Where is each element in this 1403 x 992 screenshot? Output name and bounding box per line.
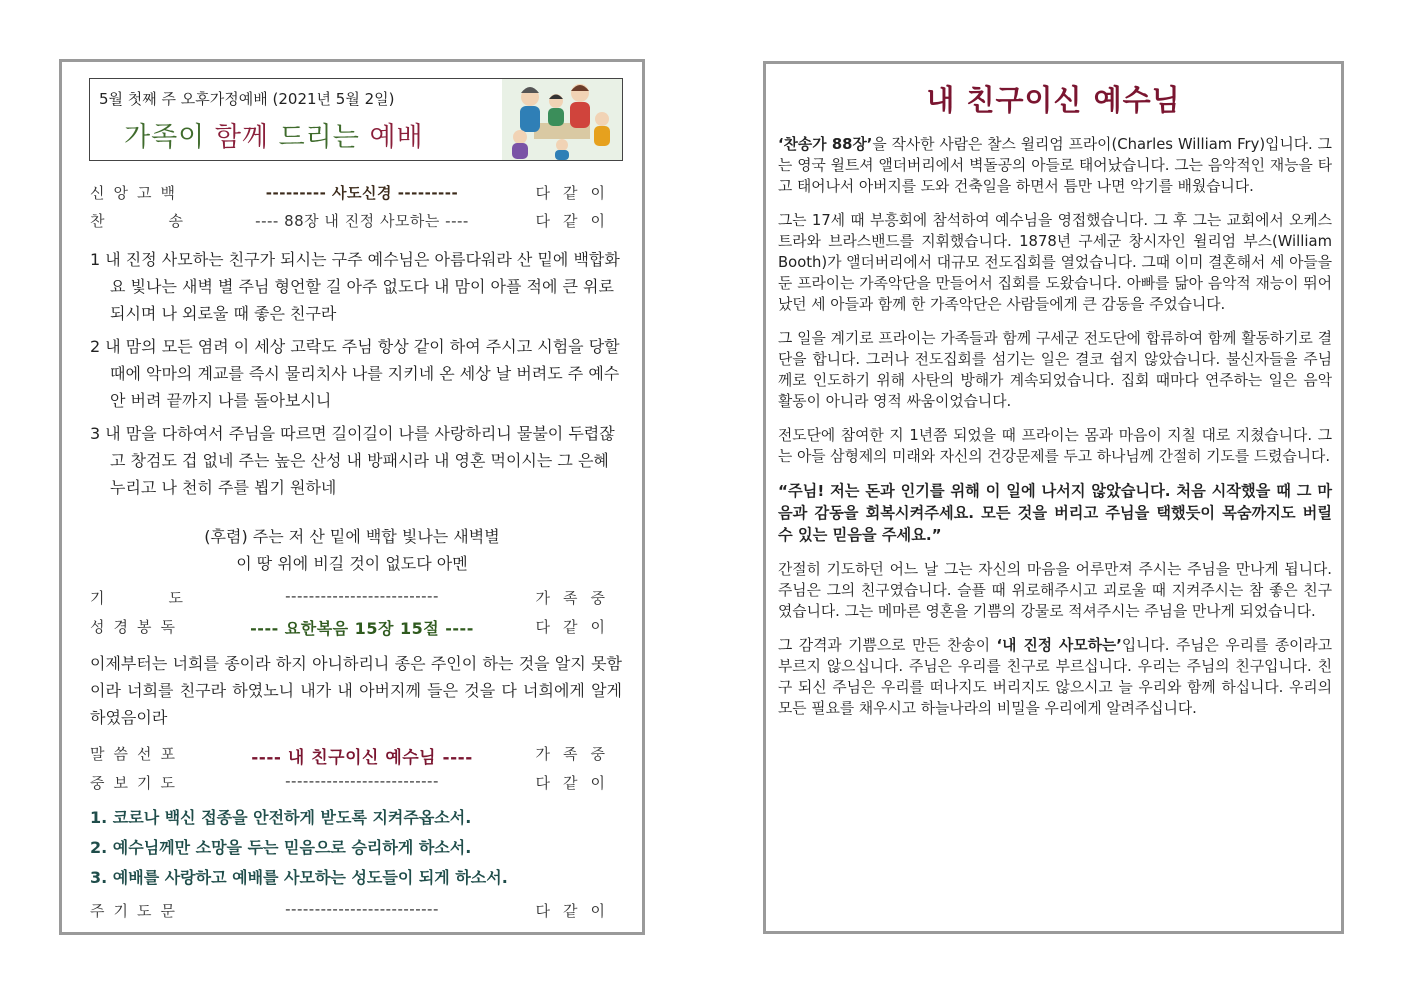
- title-part-2: 함께: [214, 122, 279, 153]
- article-paragraph-2: 그는 17세 때 부흥회에 참석하여 예수님을 영접했습니다. 그 후 그는 교회에서 오케스트라와 브라스밴드를 지휘했습니다. 1878년 구세군 창시자인 윌리엄 부스(William Booth)가 앨더버리에서 대규모 전도집회를 열었습니다. 그때 이미 결혼해서 세 아들을 둔 프라이는 가족악단을 만들어서 집회를 도왔습니다. 아빠를 닮아 음악적 재능이 뛰어났던 세 아들과 함께 한 가족악단은 사람들에게 큰 감동을 주었습니다.: [778, 212, 1332, 313]
- order-label: 중보기도: [90, 774, 184, 792]
- order-lords-prayer: [90, 900, 618, 924]
- right-page: [763, 61, 1344, 934]
- hymn-verse-1: 1 내 진정 사모하는 친구가 되시는 구주 예수님은 아름다워라 산 밑에 백합화요 빛나는 새벽 별 주님 형언할 길 아주 없도다 내 맘이 아플 적에 큰 위로되시며 나 외로울 때 좋은 친구라: [90, 250, 620, 323]
- article-body: [778, 134, 1332, 732]
- hymn-lyrics: [90, 246, 620, 507]
- scripture-text: 이제부터는 너희를 종이라 하지 아니하리니 종은 주인이 하는 것을 알지 못함이라 너희를 친구라 하였노니 내가 내 아버지께 들은 것을 다 너희에게 알게 하였음이라: [90, 654, 622, 727]
- order-leader: 다같이: [535, 618, 618, 636]
- order-label: 성경봉독: [90, 618, 184, 636]
- family-worship-illustration-icon: [502, 79, 622, 160]
- title-part-3: 드리는: [278, 122, 370, 153]
- prayer-quote: “주님! 저는 돈과 인기를 위해 이 일에 나서지 않았습니다. 처음 시작했을 때 그 마음과 감동을 회복시켜주세요. 모든 것을 버리고 주님을 택했듯이 목숨까지도 버릴 수 있는 믿음을 주세요.”: [778, 482, 1332, 544]
- worship-date-subtitle: 5월 첫째 주 오후가정예배 (2021년 5월 2일): [99, 90, 395, 108]
- order-hymn: [90, 210, 618, 234]
- order-label: 말씀선포: [90, 745, 184, 763]
- prayer-item-3: 3. 예배를 사랑하고 예배를 사모하는 성도들이 되게 하소서.: [90, 868, 508, 887]
- hymn-chorus: [122, 523, 582, 577]
- prayer-list: [90, 803, 622, 893]
- order-confession: [90, 182, 618, 206]
- hymn-verse-3: 3 내 맘을 다하여서 주님을 따르면 길이길이 나를 사랑하리니 물불이 두렵잖고 창검도 겁 없네 주는 높은 산성 내 방패시라 내 영혼 먹이시는 그 은혜 누리고 나 천히 주를 뵙기 원하네: [90, 424, 615, 497]
- order-label: 신앙고백: [90, 184, 184, 202]
- prayer-item-1: 1. 코로나 백신 접종을 안전하게 받도록 지켜주옵소서.: [90, 808, 472, 827]
- order-prayer: [90, 587, 618, 611]
- order-leader: 가족중: [535, 589, 618, 607]
- chorus-line-1: (후렴) 주는 저 산 밑에 백합 빛나는 새벽별: [204, 527, 500, 546]
- order-label: 기 도: [90, 589, 193, 607]
- order-item: ---- 88장 내 진정 사모하는 ----: [255, 212, 469, 230]
- title-part-4: 예배: [369, 122, 424, 153]
- title-part-1: 가족이: [124, 122, 215, 153]
- order-item: --------------------------: [285, 900, 439, 918]
- hymn-verse-2: 2 내 맘의 모든 염려 이 세상 고락도 주님 항상 같이 하여 주시고 시험을 당할 때에 악마의 계교를 즉시 물리치사 나를 지키네 온 세상 날 버려도 주 예수 안 버려 끝까지 나를 돌아보시니: [90, 337, 620, 410]
- order-label: 찬 송: [90, 212, 193, 230]
- order-leader: 다같이: [535, 774, 618, 792]
- order-leader: 가족중: [535, 745, 618, 763]
- left-page: [59, 59, 645, 935]
- order-label: 주기도문: [90, 902, 184, 920]
- article-paragraph-1: ‘찬송가 88장’을 작사한 사람은 찰스 윌리엄 프라이(Charles William Fry)입니다. 그는 영국 윌트셔 앨더버리에서 벽돌공의 아들로 태어났습니다. 그는 음악적인 재능을 타고 태어나서 아버지를 도와 건축일을 하면서 틈만 나면 악기를 배웠습니다.: [778, 136, 1332, 195]
- order-sermon: [90, 743, 618, 767]
- order-intercession: [90, 772, 618, 796]
- worship-header: [89, 78, 623, 161]
- order-leader: 다같이: [535, 212, 618, 230]
- worship-title: [124, 115, 424, 154]
- order-leader: 다같이: [535, 184, 618, 202]
- article-paragraph-5: 간절히 기도하던 어느 날 그는 자신의 마음을 어루만져 주시는 주님을 만나게 됩니다. 주님은 그의 친구였습니다. 슬플 때 위로해주시고 괴로울 때 지켜주시는 참 좋은 친구였습니다. 그는 메마른 영혼을 기쁨의 강물로 적셔주시는 주님을 만나게 되었습니다.: [778, 561, 1332, 620]
- order-item: ---- 요한복음 15장 15절 ----: [250, 619, 474, 638]
- article-paragraph-6: 그 감격과 기쁨으로 만든 찬송이 ‘내 진정 사모하는’입니다. 주님은 우리를 종이라고 부르지 않으십니다. 주님은 우리를 친구로 부르십니다. 우리는 주님의 친구입니다. 친구 되신 주님은 우리를 떠나지도 버리지도 않으시고 늘 우리와 함께 하십니다. 우리의 모든 필요를 채우시고 하늘나라의 비밀을 우리에게 알려주십니다.: [778, 637, 1332, 717]
- order-item: ---- 내 친구이신 예수님 ----: [251, 748, 473, 768]
- order-leader: 다같이: [535, 902, 618, 920]
- article-paragraph-4: 전도단에 참여한 지 1년쯤 되었을 때 프라이는 몸과 마음이 지칠 대로 지쳤습니다. 그는 아들 삼형제의 미래와 자신의 건강문제를 두고 하나님께 간절히 기도를 드렸습니다.: [778, 427, 1332, 465]
- prayer-item-2: 2. 예수님께만 소망을 두는 믿음으로 승리하게 하소서.: [90, 838, 472, 857]
- chorus-line-2: 이 땅 위에 비길 것이 없도다 아멘: [236, 554, 468, 573]
- order-item: --------------------------: [285, 587, 439, 605]
- order-item: --------------------------: [285, 772, 439, 790]
- order-scripture: [90, 616, 618, 640]
- article-title: 내 친구이신 예수님: [926, 83, 1181, 117]
- article-paragraph-3: 그 일을 계기로 프라이는 가족들과 함께 구세군 전도단에 합류하여 함께 활동하기로 결단을 합니다. 그러나 전도집회를 섬기는 일은 결코 쉽지 않았습니다. 불신자들을 주님께로 인도하기 위해 사탄의 방해가 계속되었습니다. 집회 때마다 연주하는 일은 음악 활동이 아니라 영적 싸움이었습니다.: [778, 330, 1332, 410]
- order-item: --------- 사도신경 ---------: [265, 184, 459, 202]
